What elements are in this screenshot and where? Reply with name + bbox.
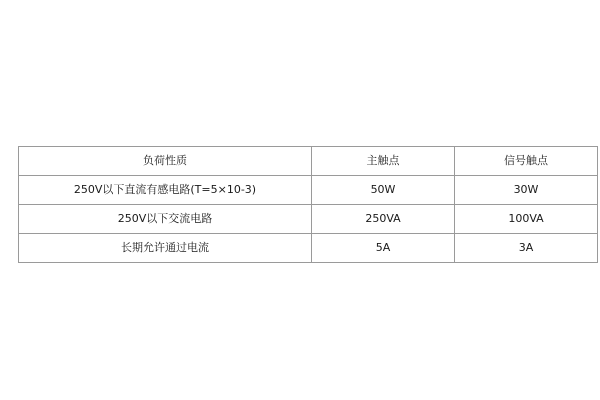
- header-cell-signal-contact: 信号触点: [455, 147, 598, 176]
- cell-main-contact: 50W: [312, 176, 455, 205]
- cell-signal-contact: 100VA: [455, 205, 598, 234]
- cell-load-type: 长期允许通过电流: [19, 234, 312, 263]
- cell-main-contact: 5A: [312, 234, 455, 263]
- cell-load-type: 250V以下交流电路: [19, 205, 312, 234]
- header-cell-main-contact: 主触点: [312, 147, 455, 176]
- table-row: [19, 205, 598, 234]
- table-header-row: [19, 147, 598, 176]
- spec-table-container: [18, 146, 582, 263]
- header-cell-load-type: 负荷性质: [19, 147, 312, 176]
- cell-main-contact: 250VA: [312, 205, 455, 234]
- cell-signal-contact: 3A: [455, 234, 598, 263]
- table-row: [19, 176, 598, 205]
- table-row: [19, 234, 598, 263]
- cell-signal-contact: 30W: [455, 176, 598, 205]
- contact-rating-table: [18, 146, 598, 263]
- cell-load-type: 250V以下直流有感电路(T=5×10-3): [19, 176, 312, 205]
